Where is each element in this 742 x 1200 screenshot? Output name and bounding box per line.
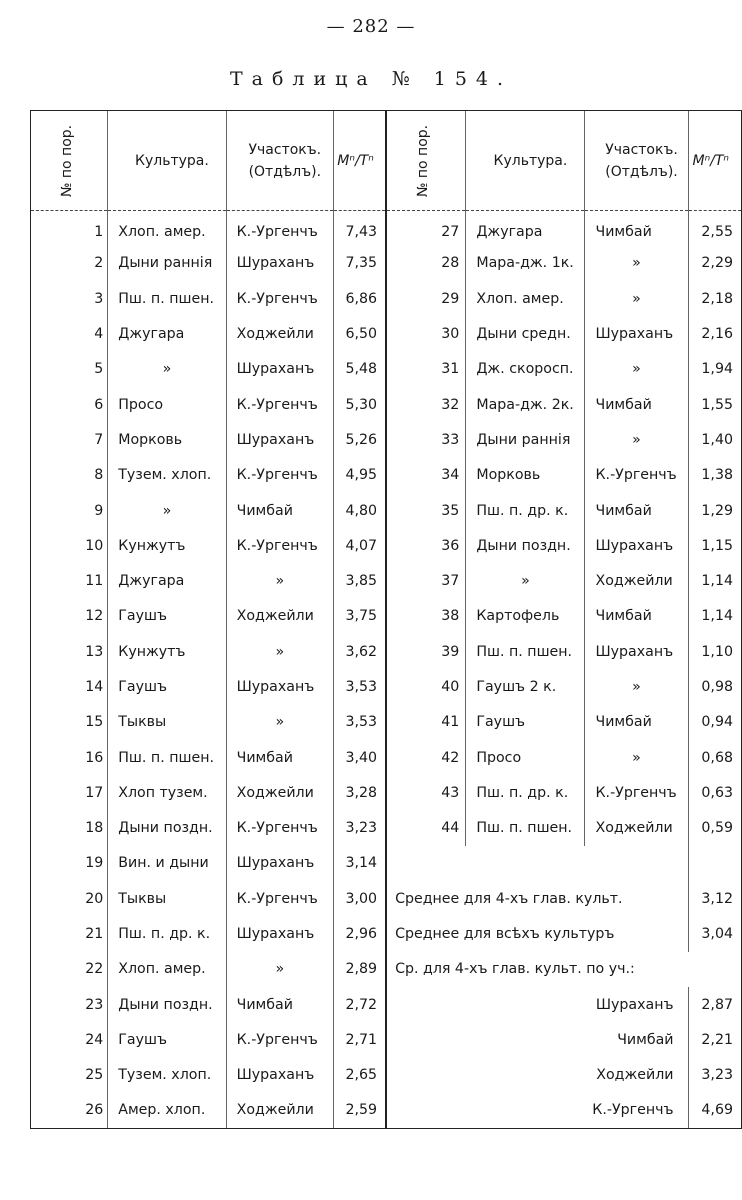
crop-cell: Пш. п. др. к. [108, 916, 226, 951]
data-table [30, 110, 742, 1129]
row-number-cell: 32 [386, 387, 466, 422]
table-row [31, 987, 742, 1022]
row-number-cell: 17 [31, 775, 108, 810]
value-cell: 3,28 [334, 775, 387, 810]
row-number-cell: 15 [31, 705, 108, 740]
header-value-right: Мⁿ/Тⁿ [688, 111, 741, 211]
value-cell: 1,38 [688, 458, 741, 493]
row-number-cell: 1 [31, 211, 108, 246]
crop-cell: Просо [466, 740, 585, 775]
crop-cell: Дыни поздн. [108, 987, 226, 1022]
table-row [31, 246, 742, 281]
row-number-cell: 10 [31, 528, 108, 563]
ditto-mark: » [162, 361, 172, 378]
value-cell: 5,26 [334, 422, 387, 457]
ditto-mark: » [632, 749, 641, 766]
table-row [31, 316, 742, 351]
plot-cell: Шураханъ [226, 1058, 333, 1093]
table-row [31, 211, 742, 246]
value-cell: 3,40 [334, 740, 387, 775]
by-plot-value: 2,21 [688, 1022, 741, 1057]
plot-cell: Шураханъ [226, 846, 333, 881]
value-cell: 3,62 [334, 634, 387, 669]
plot-cell: Ходжейли [585, 811, 688, 846]
row-number-cell: 31 [386, 352, 466, 387]
value-cell: 1,40 [688, 422, 741, 457]
crop-cell: Джугара [466, 211, 585, 246]
crop-cell: Кунжутъ [108, 528, 226, 563]
plot-cell: Ходжейли [585, 563, 688, 598]
ditto-mark: » [521, 573, 530, 590]
value-cell: 2,65 [334, 1058, 387, 1093]
value-cell: 3,14 [334, 846, 387, 881]
row-number-cell: 8 [31, 458, 108, 493]
header-plot: Участокъ. (Отдѣлъ). [226, 111, 333, 211]
plot-cell: Ходжейли [226, 316, 333, 351]
summary-blank [386, 846, 688, 881]
plot-cell: К.-Ургенчъ [226, 211, 333, 246]
value-cell: 2,89 [334, 952, 387, 987]
crop-cell: Тузем. хлоп. [108, 458, 226, 493]
row-number-cell: 18 [31, 811, 108, 846]
row-number-cell: 39 [386, 634, 466, 669]
crop-cell: Хлоп. амер. [466, 281, 585, 316]
crop-cell: Просо [108, 387, 226, 422]
row-number-cell: 37 [386, 563, 466, 598]
crop-cell: Дыни раннія [466, 422, 585, 457]
header-crop-right: Культура. [466, 111, 585, 211]
by-plot-value: 3,23 [688, 1058, 741, 1093]
plot-cell: К.-Ургенчъ [226, 881, 333, 916]
crop-cell: Хлоп. амер. [108, 952, 226, 987]
plot-cell [585, 281, 688, 316]
crop-cell: Тузем. хлоп. [108, 1058, 226, 1093]
by-plot-label: Ср. для 4-хъ глав. культ. по уч.: [386, 952, 741, 987]
plot-cell [585, 669, 688, 704]
crop-cell: Морковь [466, 458, 585, 493]
plot-cell: К.-Ургенчъ [585, 458, 688, 493]
crop-cell: Пш. п. др. к. [466, 493, 585, 528]
table-row [31, 916, 742, 951]
table-row [31, 458, 742, 493]
table-row [31, 563, 742, 598]
plot-cell: Шураханъ [585, 528, 688, 563]
row-number-cell: 25 [31, 1058, 108, 1093]
crop-cell: Амер. хлоп. [108, 1093, 226, 1128]
table-row [31, 599, 742, 634]
row-number-cell: 11 [31, 563, 108, 598]
value-cell: 3,23 [334, 811, 387, 846]
table-row [31, 634, 742, 669]
value-cell: 6,86 [334, 281, 387, 316]
value-cell: 3,53 [334, 669, 387, 704]
plot-cell: Шураханъ [226, 352, 333, 387]
plot-cell: Чимбай [585, 705, 688, 740]
plot-cell: Чимбай [226, 493, 333, 528]
plot-cell [226, 563, 333, 598]
value-cell: 5,48 [334, 352, 387, 387]
row-number-cell: 7 [31, 422, 108, 457]
row-number-cell: 24 [31, 1022, 108, 1057]
value-cell: 0,63 [688, 775, 741, 810]
value-cell: 1,14 [688, 599, 741, 634]
value-cell: 3,00 [334, 881, 387, 916]
row-number-cell: 6 [31, 387, 108, 422]
row-number-cell: 28 [386, 246, 466, 281]
row-number-cell: 23 [31, 987, 108, 1022]
plot-cell: Чимбай [226, 987, 333, 1022]
row-number-cell: 5 [31, 352, 108, 387]
row-number-cell: 19 [31, 846, 108, 881]
plot-cell [226, 952, 333, 987]
value-cell: 2,18 [688, 281, 741, 316]
table-row [31, 1093, 742, 1128]
plot-cell: Чимбай [226, 740, 333, 775]
plot-cell: Чимбай [585, 493, 688, 528]
table-row [31, 740, 742, 775]
row-number-cell: 20 [31, 881, 108, 916]
crop-cell: Джугара [108, 316, 226, 351]
header-plot-right: Участокъ. (Отдѣлъ). [585, 111, 688, 211]
value-cell: 3,75 [334, 599, 387, 634]
crop-cell: Картофель [466, 599, 585, 634]
value-cell: 7,35 [334, 246, 387, 281]
ditto-mark: » [275, 573, 285, 590]
row-number-cell: 42 [386, 740, 466, 775]
plot-cell: К.-Ургенчъ [226, 1022, 333, 1057]
value-cell: 6,50 [334, 316, 387, 351]
header-num: № по пор. [31, 111, 108, 211]
value-cell: 4,80 [334, 493, 387, 528]
table-row [31, 669, 742, 704]
row-number-cell: 41 [386, 705, 466, 740]
table-title: Таблица № 154. [229, 68, 513, 90]
header-row [31, 111, 742, 211]
value-cell: 1,55 [688, 387, 741, 422]
row-number-cell: 14 [31, 669, 108, 704]
crop-cell: Дыни поздн. [466, 528, 585, 563]
by-plot-name: Шураханъ [386, 987, 688, 1022]
plot-cell: Чимбай [585, 211, 688, 246]
row-number-cell: 9 [31, 493, 108, 528]
crop-cell: Пш. п. пшен. [466, 634, 585, 669]
value-cell: 2,59 [334, 1093, 387, 1128]
by-plot-name: Ходжейли [386, 1058, 688, 1093]
by-plot-value: 2,87 [688, 987, 741, 1022]
row-number-cell: 27 [386, 211, 466, 246]
plot-cell: Ходжейли [226, 1093, 333, 1128]
by-plot-value: 4,69 [688, 1093, 741, 1128]
value-cell: 1,94 [688, 352, 741, 387]
row-number-cell: 30 [386, 316, 466, 351]
row-number-cell: 44 [386, 811, 466, 846]
value-cell: 0,98 [688, 669, 741, 704]
table-row [31, 775, 742, 810]
value-cell: 1,15 [688, 528, 741, 563]
avg-main-value: 3,12 [688, 881, 741, 916]
table-row [31, 352, 742, 387]
value-cell: 4,07 [334, 528, 387, 563]
ditto-mark: » [275, 714, 285, 731]
summary-blank-value [688, 846, 741, 881]
crop-cell: Тыквы [108, 881, 226, 916]
row-number-cell: 40 [386, 669, 466, 704]
crop-cell: Гаушъ [108, 669, 226, 704]
crop-cell: Тыквы [108, 705, 226, 740]
ditto-mark: » [275, 961, 285, 978]
plot-cell: Чимбай [585, 599, 688, 634]
crop-cell: Гаушъ 2 к. [466, 669, 585, 704]
row-number-cell: 22 [31, 952, 108, 987]
plot-cell: Ходжейли [226, 775, 333, 810]
table-row [31, 528, 742, 563]
crop-cell: Гаушъ [466, 705, 585, 740]
value-cell: 0,94 [688, 705, 741, 740]
value-cell: 1,29 [688, 493, 741, 528]
crop-cell: Дыни средн. [466, 316, 585, 351]
plot-cell: К.-Ургенчъ [226, 811, 333, 846]
crop-cell [466, 563, 585, 598]
table-row [31, 881, 742, 916]
ditto-mark: » [632, 361, 641, 378]
value-cell: 2,55 [688, 211, 741, 246]
value-cell: 7,43 [334, 211, 387, 246]
value-cell: 0,59 [688, 811, 741, 846]
ditto-mark: » [632, 431, 641, 448]
ditto-mark: » [632, 679, 641, 695]
value-cell: 3,85 [334, 563, 387, 598]
avg-all-value: 3,04 [688, 916, 741, 951]
plot-cell: Шураханъ [585, 634, 688, 669]
crop-cell: Джугара [108, 563, 226, 598]
plot-cell: Чимбай [585, 387, 688, 422]
plot-cell: Шураханъ [226, 916, 333, 951]
table-row [31, 1022, 742, 1057]
crop-cell [108, 493, 226, 528]
plot-cell: К.-Ургенчъ [226, 281, 333, 316]
crop-cell: Гаушъ [108, 1022, 226, 1057]
row-number-cell: 2 [31, 246, 108, 281]
plot-cell: К.-Ургенчъ [226, 387, 333, 422]
value-cell: 2,29 [688, 246, 741, 281]
plot-cell: Ходжейли [226, 599, 333, 634]
plot-cell: Шураханъ [226, 669, 333, 704]
table-row [31, 422, 742, 457]
plot-cell: К.-Ургенчъ [585, 775, 688, 810]
plot-cell: Шураханъ [585, 316, 688, 351]
crop-cell: Пш. п. др. к. [466, 775, 585, 810]
row-number-cell: 43 [386, 775, 466, 810]
crop-cell: Хлоп тузем. [108, 775, 226, 810]
plot-cell [585, 422, 688, 457]
plot-cell [585, 246, 688, 281]
value-cell: 0,68 [688, 740, 741, 775]
row-number-cell: 4 [31, 316, 108, 351]
row-number-cell: 36 [386, 528, 466, 563]
ditto-mark: » [632, 255, 641, 272]
row-number-cell: 35 [386, 493, 466, 528]
table-row [31, 705, 742, 740]
crop-cell: Кунжутъ [108, 634, 226, 669]
row-number-cell: 38 [386, 599, 466, 634]
avg-main-label: Среднее для 4-хъ глав. культ. [386, 881, 688, 916]
ditto-mark: » [162, 502, 172, 519]
crop-cell: Дж. скоросп. [466, 352, 585, 387]
crop-cell: Гаушъ [108, 599, 226, 634]
ditto-mark: » [632, 290, 641, 307]
by-plot-name: Чимбай [386, 1022, 688, 1057]
crop-cell: Морковь [108, 422, 226, 457]
plot-cell: Шураханъ [226, 246, 333, 281]
value-cell: 2,72 [334, 987, 387, 1022]
table-row [31, 1058, 742, 1093]
plot-cell: Шураханъ [226, 422, 333, 457]
crop-cell: Дыни поздн. [108, 811, 226, 846]
page-number: — 282 — [326, 16, 416, 37]
table-row [31, 846, 742, 881]
table-row [31, 281, 742, 316]
plot-cell [585, 352, 688, 387]
by-plot-name: К.-Ургенчъ [386, 1093, 688, 1128]
value-cell: 3,53 [334, 705, 387, 740]
crop-cell [108, 352, 226, 387]
crop-cell: Дыни раннія [108, 246, 226, 281]
header-value: Мⁿ/Тⁿ [334, 111, 387, 211]
row-number-cell: 21 [31, 916, 108, 951]
table-row [31, 387, 742, 422]
row-number-cell: 16 [31, 740, 108, 775]
table-row [31, 811, 742, 846]
crop-cell: Вин. и дыни [108, 846, 226, 881]
table-row [31, 952, 742, 987]
header-crop: Культура. [108, 111, 226, 211]
plot-cell [226, 634, 333, 669]
ditto-mark: » [275, 643, 285, 660]
value-cell: 1,14 [688, 563, 741, 598]
plot-cell [585, 740, 688, 775]
avg-all-label: Среднее для всѣхъ культуръ [386, 916, 688, 951]
row-number-cell: 34 [386, 458, 466, 493]
value-cell: 2,96 [334, 916, 387, 951]
crop-cell: Пш. п. пшен. [108, 740, 226, 775]
row-number-cell: 3 [31, 281, 108, 316]
crop-cell: Мара-дж. 2к. [466, 387, 585, 422]
crop-cell: Хлоп. амер. [108, 211, 226, 246]
row-number-cell: 13 [31, 634, 108, 669]
value-cell: 5,30 [334, 387, 387, 422]
row-number-cell: 33 [386, 422, 466, 457]
crop-cell: Пш. п. пшен. [108, 281, 226, 316]
value-cell: 1,10 [688, 634, 741, 669]
table-body [31, 211, 742, 1129]
row-number-cell: 26 [31, 1093, 108, 1128]
plot-cell: К.-Ургенчъ [226, 528, 333, 563]
crop-cell: Мара-дж. 1к. [466, 246, 585, 281]
plot-cell: К.-Ургенчъ [226, 458, 333, 493]
crop-cell: Пш. п. пшен. [466, 811, 585, 846]
table-row [31, 493, 742, 528]
header-num-right: № по пор. [386, 111, 466, 211]
value-cell: 2,71 [334, 1022, 387, 1057]
value-cell: 4,95 [334, 458, 387, 493]
plot-cell [226, 705, 333, 740]
row-number-cell: 12 [31, 599, 108, 634]
row-number-cell: 29 [386, 281, 466, 316]
value-cell: 2,16 [688, 316, 741, 351]
